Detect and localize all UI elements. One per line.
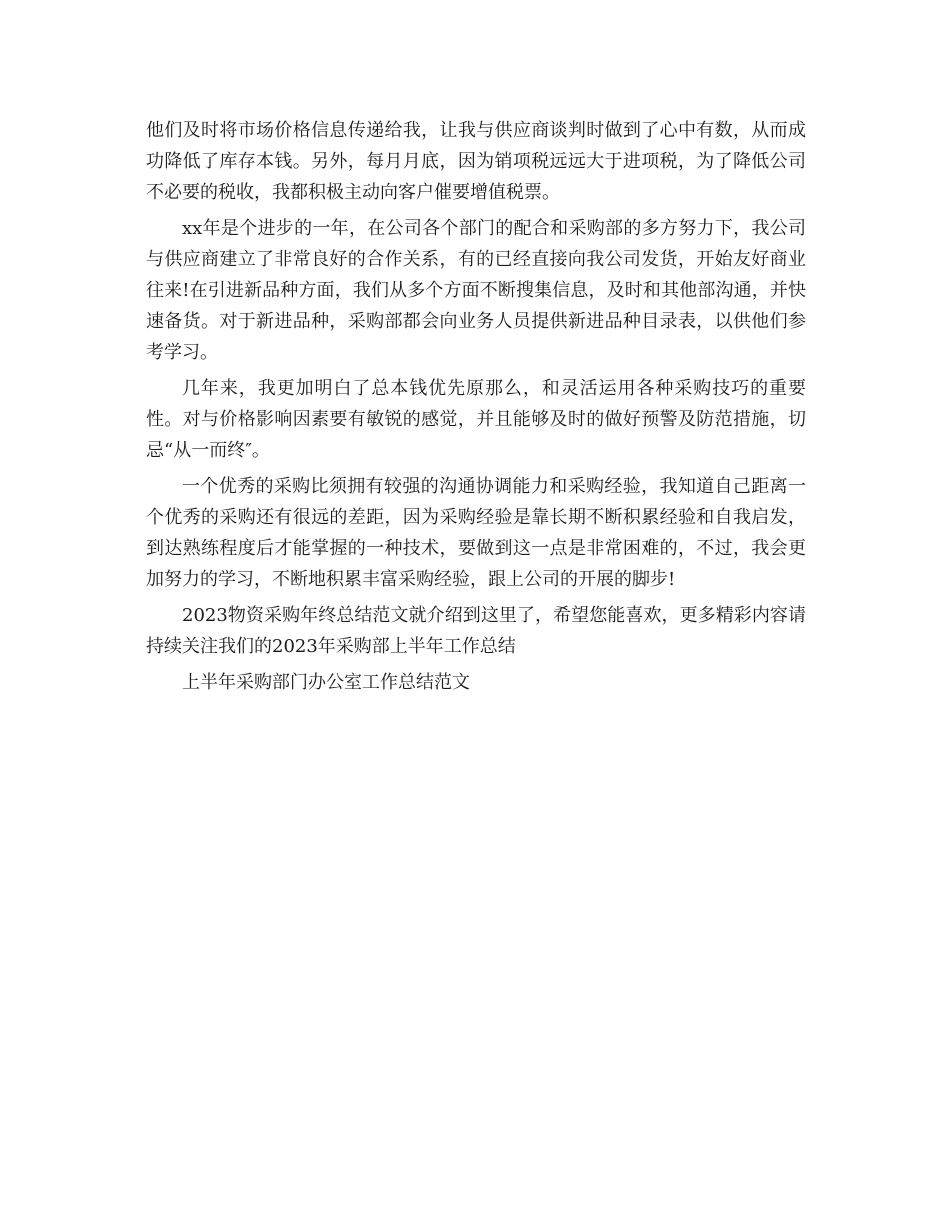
paragraph-closing-note: 2023物资采购年终总结范文就介绍到这里了，希望您能喜欢，更多精彩内容请持续关注我们的2023年采购部上半年工作总结 bbox=[146, 605, 806, 657]
paragraph-cost-principle: 几年来，我更加明白了总本钱优先原那么，和灵活运用各种采购技巧的重要性。对与价格影响因素要有敏锐的感觉，并且能够及时的做好预警及防范措施，切忌“从一而终″。 bbox=[146, 378, 806, 461]
paragraph-supplier-relations: xx年是个进步的一年，在公司各个部门的配合和采购部的多方努力下，我公司与供应商建立了非常良好的合作关系，有的已经直接向我公司发货，开始友好商业往来!在引进新品种方面，我们从多个方面不断搜集信息，及时和其他部沟通，并快速备货。对于新进品种，采购部都会向业务人员提供新进品种目录表，以供他们参考学习。 bbox=[146, 218, 806, 363]
paragraph-related-link: 上半年采购部门办公室工作总结范文 bbox=[182, 672, 470, 693]
paragraph-continuation: 他们及时将市场价格信息传递给我，让我与供应商谈判时做到了心中有数，从而成功降低了库存本钱。另外，每月月底，因为销项税远远大于进项税，为了降低公司不必要的税收，我都积极主动向客户催要增值税票。 bbox=[146, 120, 806, 203]
document-body bbox=[146, 115, 806, 703]
paragraph-self-assessment: 一个优秀的采购比须拥有较强的沟通协调能力和采购经验，我知道自己距离一个优秀的采购还有很远的差距，因为采购经验是靠长期不断积累经验和自我启发，到达熟练程度后才能掌握的一种技术，要做到这一点是非常困难的，不过，我会更加努力的学习，不断地积累丰富采购经验，跟上公司的开展的脚步! bbox=[146, 476, 806, 590]
